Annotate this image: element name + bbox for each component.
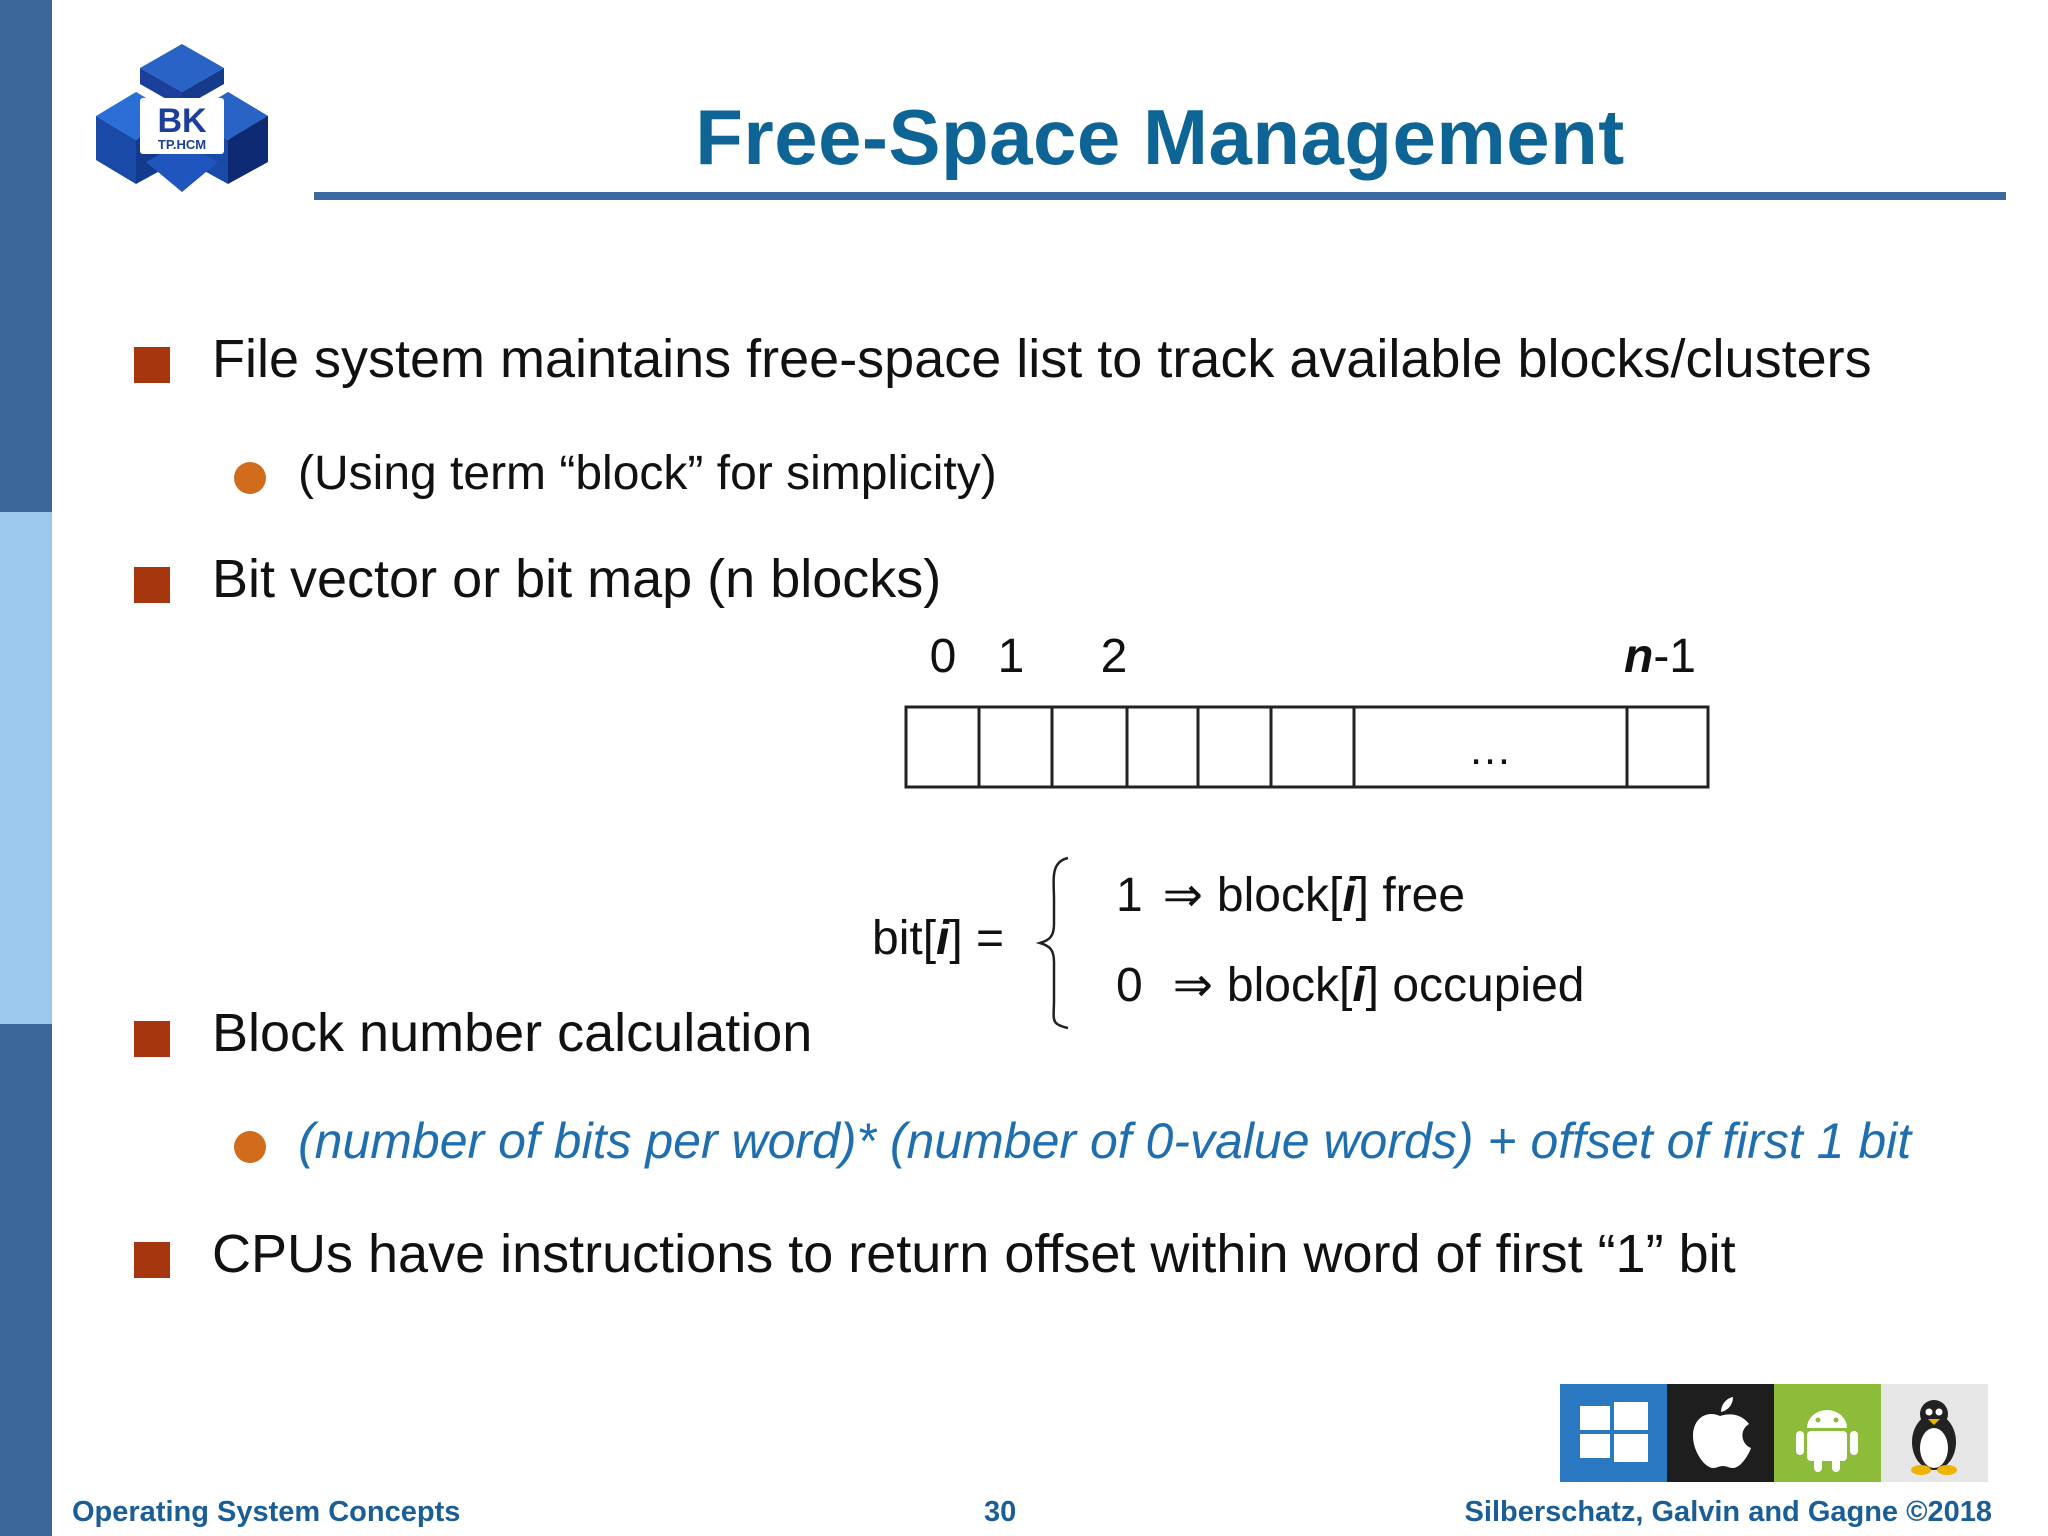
bitmap-cells xyxy=(906,707,1708,787)
bullet-square xyxy=(134,567,170,603)
footer-course-title: Operating System Concepts xyxy=(72,1496,461,1528)
bullet-square xyxy=(134,1242,170,1278)
bullet-square xyxy=(134,347,170,383)
side-bar-middle-segment xyxy=(0,512,52,1024)
bullet-text-block-number-calculation: Block number calculation xyxy=(212,1003,813,1063)
bullet-dot xyxy=(234,1131,266,1163)
logo-text-tphcm: TP.HCM xyxy=(157,137,207,152)
apple-icon xyxy=(1667,1384,1774,1482)
windows-icon xyxy=(1560,1384,1667,1482)
bitmap-ellipsis: … xyxy=(1468,725,1512,774)
bullet-dot xyxy=(234,462,266,494)
bitmap-index-0: 0 xyxy=(929,630,957,683)
bullet-text-formula: (number of bits per word)* (number of 0-value words) + offset of first 1 bit xyxy=(298,1113,1912,1169)
equation-brace xyxy=(1040,858,1068,1028)
side-bar-bottom-segment xyxy=(0,1024,52,1536)
bullet-text-using-term-block: (Using term “block” for simplicity) xyxy=(298,447,997,500)
logo-text-bk: BK xyxy=(157,102,207,140)
android-icon xyxy=(1774,1384,1881,1482)
slide-title: Free-Space Management xyxy=(695,93,1625,181)
equation-lhs: bit[i] = xyxy=(872,912,1005,965)
footer-copyright: Silberschatz, Galvin and Gagne ©2018 xyxy=(1464,1496,1992,1528)
bullet-text-bit-vector: Bit vector or bit map (n blocks) xyxy=(212,549,942,609)
side-accent-bar xyxy=(0,0,52,1536)
linux-icon xyxy=(1881,1384,1988,1482)
bullet-square xyxy=(134,1021,170,1057)
side-bar-top-segment xyxy=(0,0,52,512)
title-underline xyxy=(314,192,2006,200)
os-icon-strip xyxy=(1560,1384,1988,1482)
bullet-text-cpu-instructions: CPUs have instructions to return offset within word of first “1” bit xyxy=(212,1224,1736,1284)
bitmap-index-last: n-1 xyxy=(1623,630,1696,683)
bitmap-index-1: 1 xyxy=(997,630,1025,683)
equation-case-free: 1 ⇒ block[i] free xyxy=(1116,869,1466,922)
equation-case-occupied: 0 ⇒ block[i] occupied xyxy=(1116,959,1585,1012)
bk-university-logo xyxy=(96,42,268,194)
bitmap-index-2: 2 xyxy=(1100,630,1128,683)
bitmap-outline xyxy=(906,707,1708,787)
footer-page-number: 30 xyxy=(984,1496,1017,1528)
bullet-text-free-space-list: File system maintains free-space list to track available blocks/clusters xyxy=(212,329,1872,389)
